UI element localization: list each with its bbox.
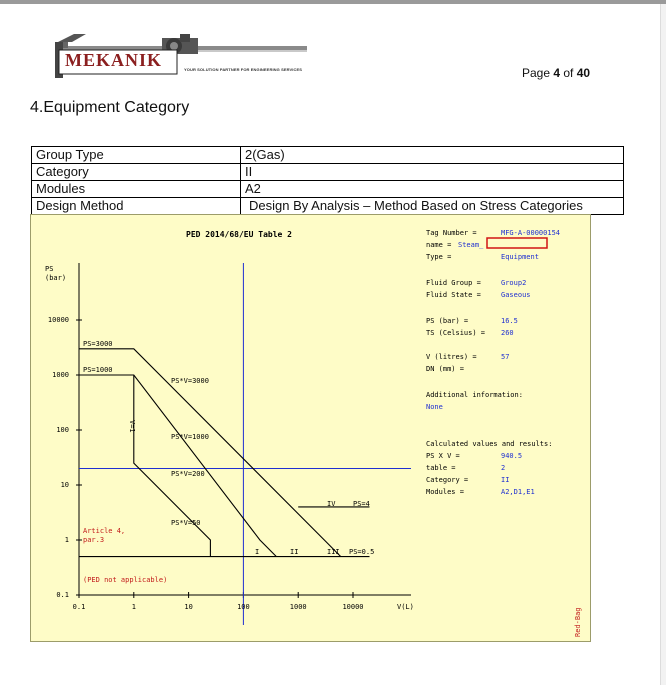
y-axis-label-line2: (bar) [45, 274, 67, 282]
x-tick-label: 10 [184, 603, 193, 611]
fluid-group-label: Fluid Group = [426, 279, 481, 287]
row-label: Category [32, 164, 241, 181]
row-label: Modules [32, 181, 241, 198]
y-tick-label: 10000 [47, 316, 69, 324]
label-psv50: PS*V=50 [171, 519, 201, 527]
name-highlight-box [487, 238, 547, 248]
page-total: 40 [576, 66, 591, 80]
ps-label: PS (bar) = [426, 317, 469, 325]
y-tick-label: 100 [56, 426, 69, 434]
ped-not-applicable-note: (PED not applicable) [83, 576, 168, 584]
row-label: Design Method [32, 198, 241, 215]
y-tick-label: 1000 [52, 371, 69, 379]
y-tick-label: 10 [60, 481, 69, 489]
label-ps1000: PS=1000 [83, 366, 113, 374]
table-row [32, 181, 624, 198]
logo-wordmark: MEKANIK [65, 50, 162, 70]
additional-info-value: None [426, 403, 443, 411]
category-label: Category = [426, 476, 469, 484]
article-note-line2: par.3 [83, 536, 105, 544]
ped-chart-panel [30, 214, 591, 642]
dn-label: DN (mm) = [426, 365, 464, 373]
series-iii [79, 349, 341, 557]
x-tick-label: 0.1 [72, 603, 86, 611]
type-label: Type = [426, 253, 452, 261]
type-value: Equipment [501, 253, 539, 261]
label-psv200: PS*V=200 [171, 470, 205, 478]
window-top-border [0, 0, 666, 4]
label-v1: V=1 [128, 420, 136, 433]
page-current: 4 [553, 66, 561, 80]
psv-label: PS X V = [426, 452, 460, 460]
name-label: name = [426, 241, 452, 249]
row-value: Design By Analysis – Method Based on Stress Categories [241, 198, 624, 215]
page-indicator [522, 66, 590, 80]
page-of: of [560, 66, 577, 80]
row-label: Group Type [32, 147, 241, 164]
additional-info-label: Additional information: [426, 391, 523, 399]
modules-label: Modules = [426, 488, 464, 496]
ps-value: 16.5 [501, 317, 518, 325]
fluid-state-label: Fluid State = [426, 291, 481, 299]
table-value: 2 [501, 464, 506, 472]
chart-title: PED 2014/68/EU Table 2 [186, 230, 292, 239]
x-tick-label: 1000 [289, 603, 307, 611]
label-ps3000: PS=3000 [83, 340, 113, 348]
company-logo [46, 32, 312, 82]
table-row [32, 147, 624, 164]
table-label: table = [426, 464, 456, 472]
label-ps4: PS=4 [353, 500, 370, 508]
logo-tagline: YOUR SOLUTION PARTNER FOR ENGINEERING SERVICES [184, 67, 303, 72]
label-psv3000: PS*V=3000 [171, 377, 209, 385]
tag-number-label: Tag Number = [426, 229, 477, 237]
equipment-info-table [31, 146, 624, 215]
y-tick-label: 0.1 [56, 591, 69, 599]
modules-value: A2,D1,E1 [501, 488, 535, 496]
calc-results-label: Calculated values and results: [426, 440, 553, 448]
table-row [32, 198, 624, 215]
label-psv1000: PS*V=1000 [171, 433, 209, 441]
category-value: II [501, 476, 510, 484]
ped-category-chart [31, 215, 590, 641]
section-title: 4.Equipment Category [30, 99, 190, 116]
label-ps05: PS=0.5 [349, 548, 375, 556]
fluid-state-value: Gaseous [501, 291, 531, 299]
red-bag-watermark: Red-Bag [574, 607, 582, 637]
page-prefix: Page [522, 66, 554, 80]
name-value: Steam_ [458, 241, 484, 249]
scrollbar-track[interactable] [660, 4, 666, 685]
ts-label: TS (Celsius) = [426, 329, 486, 337]
psv-value: 940.5 [501, 452, 523, 460]
x-tick-label: 100 [237, 603, 250, 611]
label-category-iii: III [327, 548, 340, 556]
x-tick-label: 10000 [342, 603, 364, 611]
v-value: 57 [501, 353, 510, 361]
x-tick-label: 1 [131, 603, 136, 611]
label-category-ii: II [290, 548, 299, 556]
details-panel [426, 229, 560, 496]
y-axis-label-line1: PS [45, 265, 54, 273]
ts-value: 260 [501, 329, 514, 337]
label-category-iv: IV [327, 500, 336, 508]
row-value: II [241, 164, 624, 181]
tag-number-value: MFG-A-00000154 [501, 229, 561, 237]
row-value: A2 [241, 181, 624, 198]
x-axis-label: V(L) [397, 603, 414, 611]
row-value: 2(Gas) [241, 147, 624, 164]
label-category-i: I [255, 548, 260, 556]
article-note-line1: Article 4, [83, 527, 126, 535]
series-i [134, 375, 211, 557]
table-row [32, 164, 624, 181]
fluid-group-value: Group2 [501, 279, 527, 287]
y-tick-label: 1 [64, 536, 69, 544]
v-label: V (litres) = [426, 353, 477, 361]
